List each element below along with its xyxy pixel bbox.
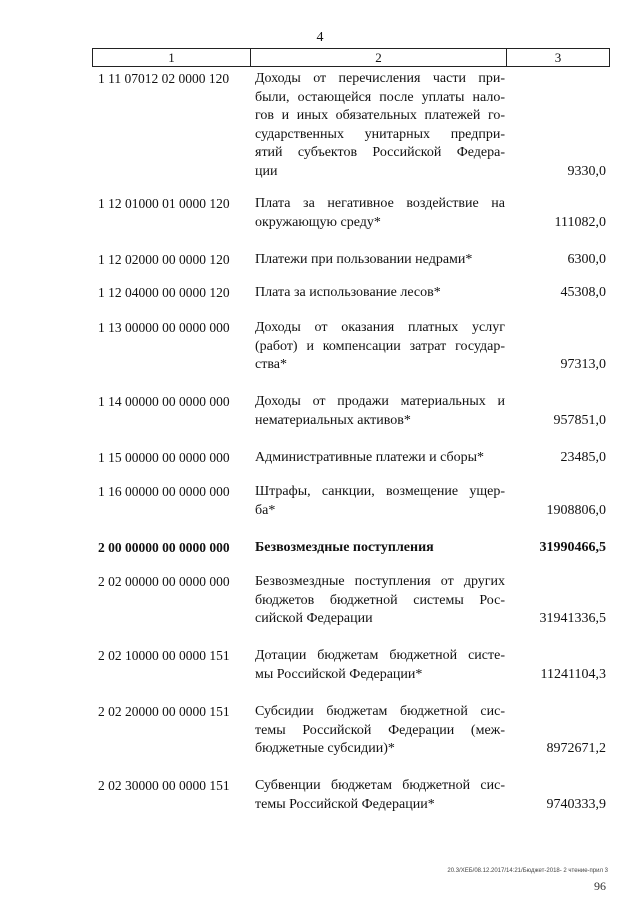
row-value: 11241104,3 xyxy=(540,666,606,682)
row-name-line: Доходы от оказания платных услуг xyxy=(255,320,505,335)
row-value: 45308,0 xyxy=(560,285,606,300)
row-name-line: Дотации бюджетам бюджетной систе- xyxy=(255,648,505,663)
row-name xyxy=(255,251,505,270)
row-name xyxy=(255,483,505,520)
row-name-line: Административные платежи и сборы* xyxy=(255,450,484,465)
row-name-line: Доходы от перечисления части при- xyxy=(255,71,505,86)
row-name-line: Субсидии бюджетам бюджетной сис- xyxy=(255,704,505,719)
page-number-top: 4 xyxy=(316,30,324,45)
row-code: 1 16 00000 00 0000 000 xyxy=(98,484,230,499)
row-name xyxy=(255,195,505,232)
row-code: 1 11 07012 02 0000 120 xyxy=(98,71,230,86)
row-code: 2 02 10000 00 0000 151 xyxy=(98,648,230,663)
row-name-line: темы Российской Федерации* xyxy=(255,796,435,812)
row-name-line: Безвозмездные поступления xyxy=(255,540,434,555)
row-code: 1 12 04000 00 0000 120 xyxy=(98,285,230,300)
row-name-line: Плата за использование лесов* xyxy=(255,285,441,300)
row-name-line: были, остающейся после уплаты нало- xyxy=(255,89,505,105)
row-value: 31941336,5 xyxy=(539,611,606,626)
row-name-line: гов и иных обязательных платежей го- xyxy=(255,108,505,123)
row-name-line: Доходы от продажи материальных и xyxy=(255,394,505,409)
header-cell-value: 3 xyxy=(554,50,562,65)
row-name-line: Безвозмездные поступления от других xyxy=(255,574,505,589)
row-name-line: Штрафы, санкции, возмещение ущер- xyxy=(255,484,505,499)
header-cell-code: 1 xyxy=(93,49,251,66)
row-code: 1 12 02000 00 0000 120 xyxy=(98,252,230,267)
row-name-line: мы Российской Федерации* xyxy=(255,666,423,682)
row-name xyxy=(255,539,505,558)
row-name-line: ции xyxy=(255,163,278,179)
row-name xyxy=(255,393,505,430)
row-name xyxy=(255,647,505,684)
row-code: 1 12 01000 01 0000 120 xyxy=(98,196,230,211)
row-name-line: Плата за негативное воздействие на xyxy=(255,196,505,211)
row-name-line: темы Российской Федерации (меж- xyxy=(255,722,505,738)
footer-meta: 20.3/ХЕБ/08.12.2017/14:21/Бюджет-2018- 2 чтение-прил 3 xyxy=(447,868,608,874)
row-code: 2 00 00000 00 0000 000 xyxy=(98,540,230,555)
row-name-line: Платежи при пользовании недрами* xyxy=(255,252,473,267)
row-value: 6300,0 xyxy=(567,252,606,267)
row-value: 97313,0 xyxy=(560,357,606,372)
row-value: 957851,0 xyxy=(553,412,606,428)
row-code: 1 15 00000 00 0000 000 xyxy=(98,450,230,465)
row-name xyxy=(255,70,505,181)
row-value: 9740333,9 xyxy=(546,796,606,812)
row-code: 2 02 20000 00 0000 151 xyxy=(98,704,230,719)
row-value: 9330,0 xyxy=(567,163,606,179)
row-name-line: сийской Федерации xyxy=(255,611,373,626)
row-name-line: ба* xyxy=(255,502,276,518)
row-code: 1 13 00000 00 0000 000 xyxy=(98,320,230,335)
row-name xyxy=(255,573,505,629)
row-name xyxy=(255,284,505,303)
row-name-line: ства* xyxy=(255,357,287,372)
row-name-line: Субвенции бюджетам бюджетной сис- xyxy=(255,778,505,793)
row-name-line: бюджетов бюджетной системы Рос- xyxy=(255,592,505,608)
row-name xyxy=(255,703,505,759)
row-value: 23485,0 xyxy=(560,450,606,465)
row-value: 1908806,0 xyxy=(546,502,606,518)
row-code: 1 14 00000 00 0000 000 xyxy=(98,394,230,409)
header-cell-name: 2 xyxy=(251,49,507,66)
row-name-line: нематериальных активов* xyxy=(255,412,411,428)
row-name xyxy=(255,777,505,814)
row-value: 31990466,5 xyxy=(539,540,606,555)
page-number-bottom: 96 xyxy=(594,879,606,893)
row-name-line: ятий субъектов Российской Федера- xyxy=(255,145,505,160)
row-value: 111082,0 xyxy=(554,214,606,230)
row-code: 2 02 00000 00 0000 000 xyxy=(98,574,230,589)
table-header xyxy=(92,48,610,67)
row-code: 2 02 30000 00 0000 151 xyxy=(98,778,230,793)
row-value: 8972671,2 xyxy=(546,741,606,756)
row-name xyxy=(255,449,505,468)
row-name-line: окружающую среду* xyxy=(255,214,381,230)
row-name-line: (работ) и компенсации затрат государ- xyxy=(255,338,505,354)
row-name xyxy=(255,319,505,375)
row-name-line: сударственных унитарных предпри- xyxy=(255,126,505,142)
row-name-line: бюджетные субсидии)* xyxy=(255,741,395,756)
